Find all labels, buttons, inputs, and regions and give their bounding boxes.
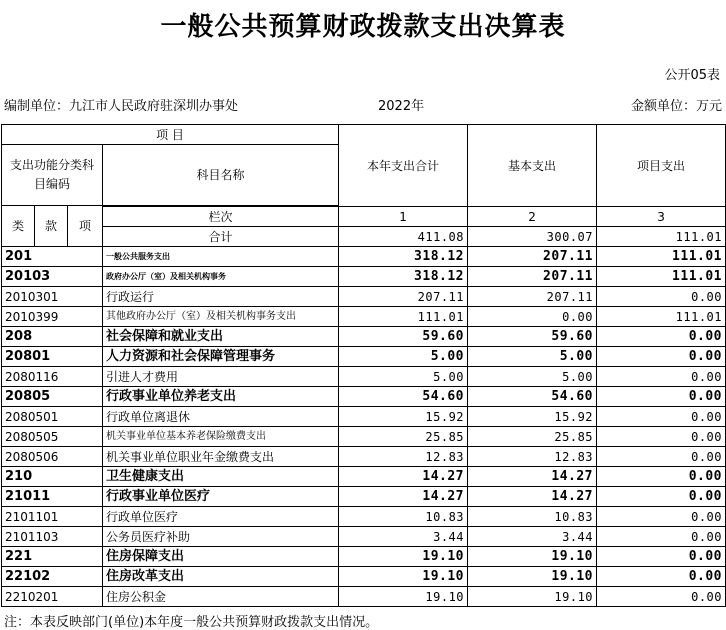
row-name: 行政运行 <box>103 287 339 307</box>
compiling-unit: 编制单位：九江市人民政府驻深圳办事处 <box>4 99 239 114</box>
row-name: 行政单位离退休 <box>103 407 339 427</box>
row-code: 2101101 <box>2 507 103 527</box>
row-code: 20801 <box>2 347 103 367</box>
col-3-number: 3 <box>597 207 726 227</box>
row-basic: 59.60 <box>468 327 597 347</box>
row-project: 0.00 <box>597 487 726 507</box>
row-project: 111.01 <box>597 307 726 327</box>
row-basic: 19.10 <box>468 547 597 567</box>
row-project: 0.00 <box>597 547 726 567</box>
row-basic: 12.83 <box>468 447 597 467</box>
table-row <box>2 387 726 407</box>
table-row <box>2 487 726 507</box>
table-row <box>2 527 726 547</box>
row-project: 0.00 <box>597 567 726 587</box>
table-row <box>2 507 726 527</box>
row-name: 一般公共服务支出 <box>103 247 339 267</box>
header-basic: 基本支出 <box>468 125 597 207</box>
row-name: 住房公积金 <box>103 587 339 607</box>
row-total: 14.27 <box>339 487 468 507</box>
header-kuan: 款 <box>35 206 68 247</box>
row-project: 111.01 <box>597 247 726 267</box>
lanci-row <box>2 207 726 227</box>
row-total: 19.10 <box>339 567 468 587</box>
row-name: 公务员医疗补助 <box>103 527 339 547</box>
row-name: 住房保障支出 <box>103 547 339 567</box>
row-total: 318.12 <box>339 247 468 267</box>
meta-row <box>0 95 726 113</box>
row-basic: 14.27 <box>468 487 597 507</box>
row-basic: 14.27 <box>468 467 597 487</box>
row-name: 行政单位医疗 <box>103 507 339 527</box>
row-total: 25.85 <box>339 427 468 447</box>
row-code: 2080116 <box>2 367 103 387</box>
row-total: 207.11 <box>339 287 468 307</box>
row-basic: 5.00 <box>468 367 597 387</box>
row-project: 0.00 <box>597 407 726 427</box>
row-basic: 0.00 <box>468 307 597 327</box>
header-item: 项 目 <box>2 125 339 145</box>
row-name: 人力资源和社会保障管理事务 <box>103 347 339 367</box>
row-total: 19.10 <box>339 587 468 607</box>
row-code: 221 <box>2 547 103 567</box>
row-basic: 19.10 <box>468 567 597 587</box>
row-name: 政府办公厅（室）及相关机构事务 <box>103 267 339 287</box>
row-code: 2080506 <box>2 447 103 467</box>
row-total: 5.00 <box>339 347 468 367</box>
row-project: 111.01 <box>597 267 726 287</box>
row-basic: 3.44 <box>468 527 597 547</box>
table-row <box>2 287 726 307</box>
row-total: 59.60 <box>339 327 468 347</box>
row-name: 行政事业单位医疗 <box>103 487 339 507</box>
row-total: 3.44 <box>339 527 468 547</box>
row-name: 行政事业单位养老支出 <box>103 387 339 407</box>
row-project: 0.00 <box>597 287 726 307</box>
row-code: 210 <box>2 467 103 487</box>
table-row <box>2 327 726 347</box>
table-row <box>2 307 726 327</box>
row-basic: 54.60 <box>468 387 597 407</box>
row-total: 15.92 <box>339 407 468 427</box>
header-total: 本年支出合计 <box>339 125 468 207</box>
table-row <box>2 587 726 607</box>
money-unit: 金额单位：万元 <box>630 99 722 114</box>
row-basic: 19.10 <box>468 587 597 607</box>
row-code: 21011 <box>2 487 103 507</box>
row-total: 54.60 <box>339 387 468 407</box>
total-sum: 411.08 <box>339 227 468 247</box>
row-total: 14.27 <box>339 467 468 487</box>
table-row <box>2 567 726 587</box>
row-total: 318.12 <box>339 267 468 287</box>
row-name: 卫生健康支出 <box>103 467 339 487</box>
row-name: 引进人才费用 <box>103 367 339 387</box>
row-basic: 207.11 <box>468 247 597 267</box>
row-basic: 10.83 <box>468 507 597 527</box>
row-project: 0.00 <box>597 427 726 447</box>
row-name: 社会保障和就业支出 <box>103 327 339 347</box>
row-project: 0.00 <box>597 507 726 527</box>
header-project: 项目支出 <box>597 125 726 207</box>
row-name: 机关事业单位基本养老保险缴费支出 <box>103 427 339 447</box>
form-number: 公开05表 <box>664 68 720 83</box>
table-row <box>2 467 726 487</box>
row-total: 19.10 <box>339 547 468 567</box>
row-code: 20805 <box>2 387 103 407</box>
table-row <box>2 447 726 467</box>
row-project: 0.00 <box>597 387 726 407</box>
row-code: 208 <box>2 327 103 347</box>
row-total: 5.00 <box>339 367 468 387</box>
row-basic: 207.11 <box>468 287 597 307</box>
row-project: 0.00 <box>597 587 726 607</box>
table-row <box>2 367 726 387</box>
table-row <box>2 247 726 267</box>
row-project: 0.00 <box>597 327 726 347</box>
row-project: 0.00 <box>597 467 726 487</box>
row-code: 201 <box>2 247 103 267</box>
table-row <box>2 347 726 367</box>
total-label: 合计 <box>103 227 339 247</box>
header-xiang: 项 <box>68 206 103 247</box>
row-name: 机关事业单位职业年金缴费支出 <box>103 447 339 467</box>
total-project: 111.01 <box>597 227 726 247</box>
header-lei: 类 <box>2 206 35 247</box>
row-basic: 15.92 <box>468 407 597 427</box>
row-total: 12.83 <box>339 447 468 467</box>
report-year: 2022年 <box>378 99 425 114</box>
total-row <box>2 227 726 247</box>
row-code: 2080505 <box>2 427 103 447</box>
row-name: 住房改革支出 <box>103 567 339 587</box>
row-project: 0.00 <box>597 347 726 367</box>
row-code: 22102 <box>2 567 103 587</box>
table-row <box>2 267 726 287</box>
col-2-number: 2 <box>468 207 597 227</box>
report-title: 一般公共预算财政拨款支出决算表 <box>160 12 566 42</box>
total-basic: 300.07 <box>468 227 597 247</box>
header-name: 科目名称 <box>103 145 339 206</box>
row-basic: 25.85 <box>468 427 597 447</box>
header-row-item <box>2 125 726 145</box>
row-code: 20103 <box>2 267 103 287</box>
row-basic: 207.11 <box>468 267 597 287</box>
expenditure-table <box>1 124 726 607</box>
row-project: 0.00 <box>597 367 726 387</box>
footnote: 注：本表反映部门(单位)本年度一般公共预算财政拨款支出情况。 <box>4 615 379 630</box>
row-total: 111.01 <box>339 307 468 327</box>
table-row <box>2 407 726 427</box>
row-code: 2101103 <box>2 527 103 547</box>
row-basic: 5.00 <box>468 347 597 367</box>
col-1-number: 1 <box>339 207 468 227</box>
row-code: 2210201 <box>2 587 103 607</box>
row-project: 0.00 <box>597 447 726 467</box>
table-row <box>2 427 726 447</box>
lanci-label: 栏次 <box>103 207 339 227</box>
row-code: 2010301 <box>2 287 103 307</box>
table-row <box>2 547 726 567</box>
row-code: 2080501 <box>2 407 103 427</box>
row-code: 2010399 <box>2 307 103 327</box>
row-project: 0.00 <box>597 527 726 547</box>
row-name: 其他政府办公厅（室）及相关机构事务支出 <box>103 307 339 327</box>
row-total: 10.83 <box>339 507 468 527</box>
header-code: 支出功能分类科目编码 <box>2 145 103 206</box>
